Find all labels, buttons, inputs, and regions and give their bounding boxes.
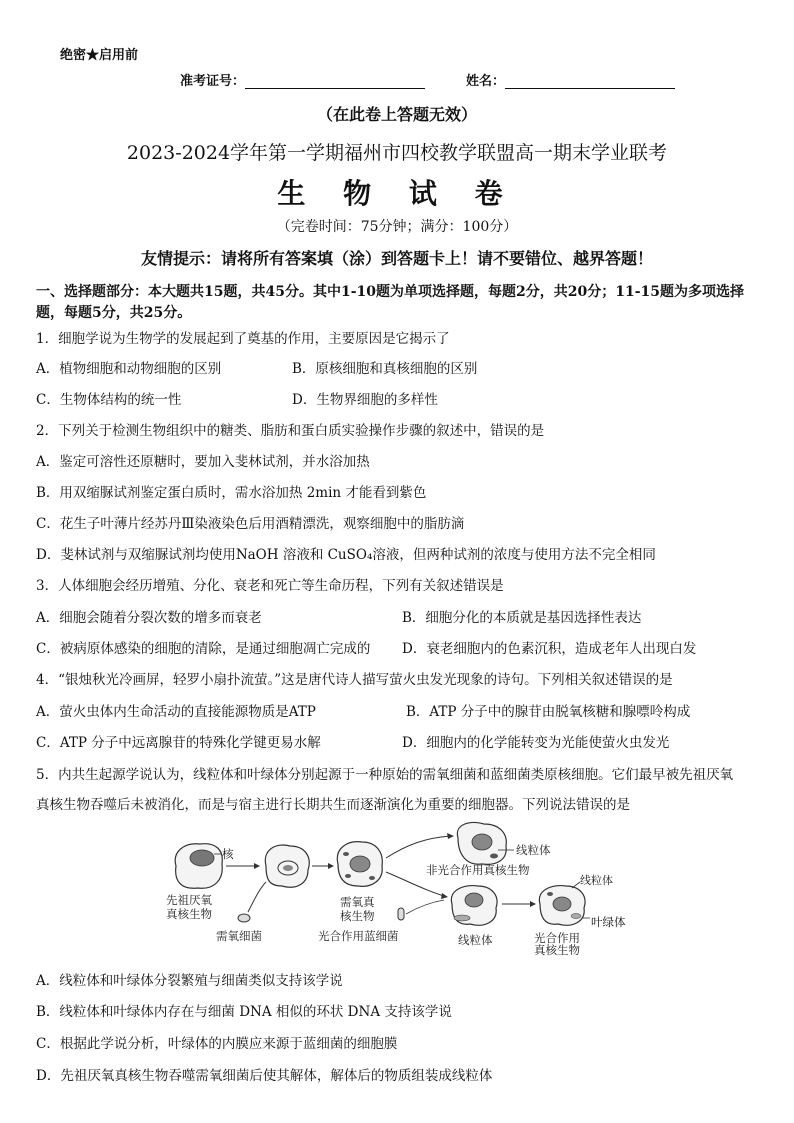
- photosynthetic-intermediate-cell: [451, 886, 497, 926]
- q4-option-a: A．萤火虫体内生命活动的直接能源物质是ATP: [36, 704, 316, 720]
- label-photo-euk-1: 光合作用: [534, 931, 580, 945]
- name-blank: [505, 74, 675, 89]
- q4-stem: 4．“银烛秋光冷画屏，轻罗小扇扑流萤。”这是唐代诗人描写萤火虫发光现象的诗句。下列相关叙述错误的是: [36, 672, 673, 688]
- exam-id-label: 准考证号：: [180, 74, 246, 89]
- label-ancestor-2: 真核生物: [166, 907, 212, 921]
- arrow-engulf: [248, 882, 266, 912]
- label-aerobic-euk-2: 核生物: [340, 909, 375, 923]
- q5-stem-line2: 真核生物吞噬后未被消化，而是与宿主进行长期共生而逐渐演化为重要的细胞器。下列说法错误的是: [36, 797, 630, 813]
- nonphotosynthetic-eukaryote-cell: [457, 823, 506, 865]
- q3-option-c: C．被病原体感染的细胞的清除，是通过细胞凋亡完成的: [36, 641, 371, 657]
- q3-option-d: D．衰老细胞内的色素沉积，造成老年人出现白发: [402, 641, 697, 657]
- q2-option-c: C．花生子叶薄片经苏丹Ⅲ染液染色后用酒精漂洗，观察细胞中的脂肪滴: [36, 516, 465, 532]
- invalid-note: （在此卷上答题无效）: [316, 105, 477, 124]
- q2-option-b: B．用双缩脲试剂鉴定蛋白质时，需水浴加热 2min 才能看到紫色: [36, 485, 427, 501]
- label-mito-right: 线粒体: [580, 874, 613, 887]
- q1-option-c: C．生物体结构的统一性: [36, 392, 182, 408]
- q5-stem-line1: 5．内共生起源学说认为，线粒体和叶绿体分别起源于一种原始的需氧细菌和蓝细菌类原核细胞。它们最早被先祖厌氧: [36, 767, 734, 783]
- confidential-mark: 绝密★启用前: [60, 48, 139, 63]
- label-aerobic-bacteria: 需氧细菌: [216, 929, 262, 943]
- label-nonphotosynthetic: 非光合作用真核生物: [426, 863, 530, 877]
- q3-option-a: A．细胞会随着分裂次数的增多而衰老: [36, 610, 262, 626]
- section-instructions: 一、选择题部分：本大题共15题，共45分。其中1-10题为单项选择题，每题2分，共20分；11-15题为多项选择题，每题5分，共25分。: [36, 284, 744, 321]
- label-cyanobacteria: 光合作用蓝细菌: [318, 929, 399, 943]
- q5-option-d: D．先祖厌氧真核生物吞噬需氧细菌后使其解体，解体后的物质组装成线粒体: [36, 1068, 493, 1084]
- subject-title: 生 物 试 卷: [277, 177, 517, 210]
- q2-option-a: A．鉴定可溶性还原糖时，要加入斐林试剂，并水浴加热: [36, 454, 370, 470]
- q2-option-d: D．斐林试剂与双缩脲试剂均使用NaOH 溶液和 CuSO₄溶液，但两种试剂的浓度与使用方法不完全相同: [36, 547, 656, 563]
- engulfing-cell: [265, 845, 309, 887]
- photosynthetic-eukaryote-cell: [539, 886, 585, 926]
- time-score: （完卷时间：75分钟；满分：100分）: [276, 219, 518, 235]
- q1-option-b: B．原核细胞和真核细胞的区别: [292, 361, 478, 377]
- label-aerobic-euk-1: 需氧真: [340, 895, 375, 909]
- exam-title: 2023-2024学年第一学期福州市四校教学联盟高一期末学业联考: [126, 142, 668, 164]
- exam-id-blank: [245, 74, 425, 89]
- ancestor-cell: [175, 844, 222, 889]
- label-mito-top: 线粒体: [516, 843, 551, 857]
- label-photo-euk-2: 真核生物: [534, 943, 580, 957]
- q4-option-d: D．细胞内的化学能转变为光能使萤火虫发光: [402, 735, 670, 751]
- cyanobacterium-shape: [398, 908, 404, 920]
- label-chloroplast: 叶绿体: [591, 915, 626, 929]
- q5-option-c: C．根据此学说分析，叶绿体的内膜应来源于蓝细菌的细胞膜: [36, 1036, 398, 1052]
- q1-option-d: D．生物界细胞的多样性: [292, 392, 438, 408]
- q5-option-a: A．线粒体和叶绿体分裂繁殖与细菌类似支持该学说: [36, 973, 343, 989]
- exam-id-field: [180, 70, 425, 89]
- q3-stem: 3．人体细胞会经历增殖、分化、衰老和死亡等生命历程，下列有关叙述错误是: [36, 578, 504, 594]
- friendly-tip: 友情提示：请将所有答案填（涂）到答题卡上！请不要错位、越界答题！: [140, 249, 653, 268]
- q4-option-c: C．ATP 分子中远离腺苷的特殊化学键更易水解: [36, 735, 321, 751]
- q1-stem: 1．细胞学说为生物学的发展起到了奠基的作用，主要原因是它揭示了: [36, 331, 450, 347]
- label-mito-bottom: 线粒体: [458, 933, 493, 947]
- q3-option-b: B．细胞分化的本质就是基因选择性表达: [402, 610, 642, 626]
- q5-option-b: B．线粒体和叶绿体内存在与细菌 DNA 相似的环状 DNA 支持该学说: [36, 1004, 452, 1020]
- label-ancestor-1: 先祖厌氧: [166, 893, 212, 907]
- q1-option-a: A．植物细胞和动物细胞的区别: [36, 361, 222, 377]
- q4-option-b: B．ATP 分子中的腺苷由脱氧核糖和腺嘌呤构成: [406, 704, 691, 720]
- name-field: [466, 70, 675, 89]
- name-label: 姓名：: [466, 74, 506, 89]
- q2-stem: 2．下列关于检测生物组织中的糖类、脂肪和蛋白质实验操作步骤的叙述中，错误的是: [36, 423, 545, 439]
- aerobic-eukaryote-cell: [337, 842, 382, 887]
- label-nucleus: 核: [222, 847, 234, 861]
- aerobic-bacterium-shape: [238, 914, 250, 922]
